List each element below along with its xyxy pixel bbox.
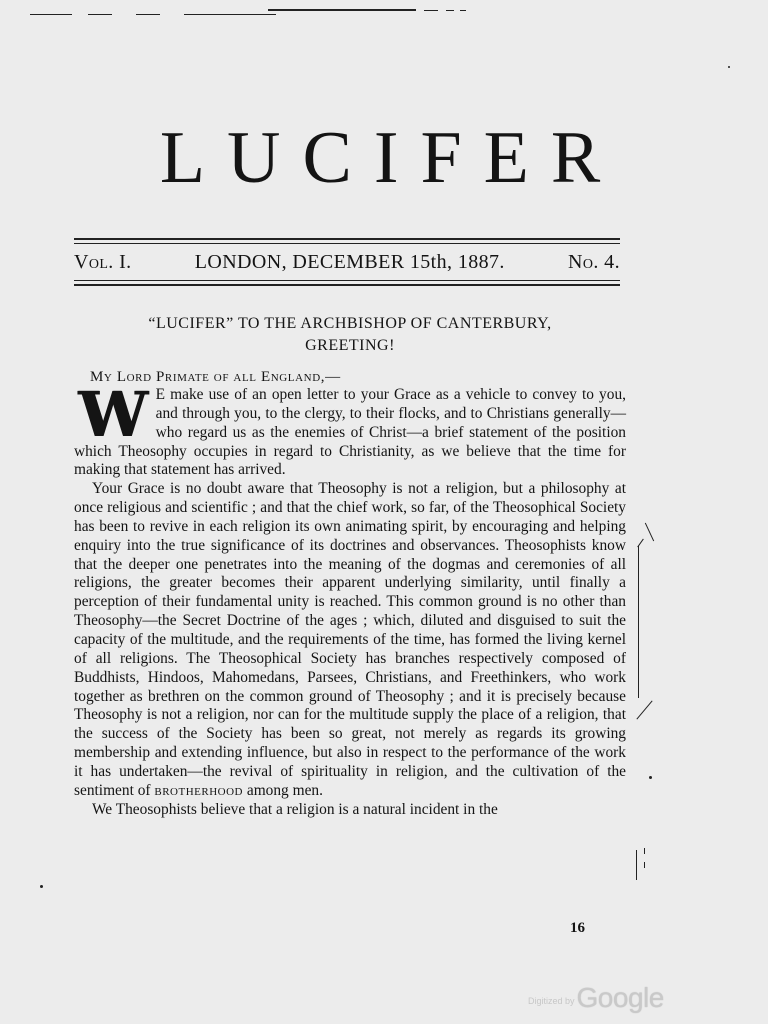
article-body — [74, 378, 626, 819]
paragraph-1 — [74, 378, 626, 480]
heading-line-1: “LUCIFER” TO THE ARCHBISHOP OF CANTERBURY, — [148, 315, 552, 332]
scan-mark — [268, 9, 416, 11]
rule-top-thin — [74, 243, 620, 244]
margin-dot — [728, 66, 730, 68]
margin-mark — [637, 539, 644, 548]
issue-date: LONDON, DECEMBER 15th, 1887. — [194, 251, 505, 273]
issue-line — [74, 250, 620, 274]
digitization-stamp — [528, 982, 664, 1014]
margin-mark — [636, 700, 652, 719]
margin-mark — [638, 546, 639, 698]
margin-dot — [649, 776, 652, 779]
article-heading — [74, 313, 626, 357]
paragraph-3 — [74, 801, 626, 820]
paragraph-2 — [74, 480, 626, 800]
paragraph-2-text-b: among men. — [246, 781, 323, 799]
rule-bottom-thin — [74, 280, 620, 281]
paragraph-1-text: E make use of an open letter to your Grace as a vehicle to convey to you, and through you, to the clergy, to their flocks, and to Christians generally—who regard us as the enemies of Christ—a brief statement of the position which Theosophy occupies in regard to Christianity, as we believe that the time for making that statement has arrived. — [74, 386, 626, 479]
scan-mark — [136, 14, 160, 15]
rule-top-thick — [74, 238, 620, 240]
margin-mark — [644, 848, 645, 854]
salutation: My Lord Primate of all England,— — [90, 369, 341, 385]
brotherhood-word: brotherhood — [154, 781, 243, 799]
margin-mark — [636, 850, 637, 880]
scan-mark — [30, 14, 72, 15]
rule-bottom-thick — [74, 284, 620, 286]
margin-mark — [644, 862, 645, 868]
issue-number: No. 4. — [568, 251, 620, 273]
margin-mark — [645, 523, 654, 542]
margin-dot — [40, 885, 43, 888]
stamp-prefix: Digitized by — [528, 996, 575, 1006]
drop-cap: W — [78, 378, 148, 451]
scan-mark — [424, 10, 438, 11]
paragraph-2-text-a: Your Grace is no doubt aware that Theosophy is not a religion, but a philosophy at once religious and scientific ; and that the chief work, so far, of the Theosophical Society has been to revive in each religion its own animating spirit, by encouraging and helping enquiry into the true significance of its doctrines and observances. Theosophists know that the deeper one penetrates into the meaning of the dogmas and ceremonies of all religions, the greater becomes their apparent underlying similarity, until finally a perception of their fundamental unity is reached. This common ground is no other than Theosophy—the Secret Doctrine of the ages ; which, diluted and disguised to suit the capacity of the multitude, and the requirements of the time, has formed the living kernel of all religions. The Theosophical Society has branches respectively composed of Buddhists, Hindoos, Mahomedans, Parsees, Christians, and Freethinkers, who work together as brethren on the common ground of Theosophy ; and it is precisely because Theosophy is not a religion, nor can for the multitude supply the place of a religion, that the success of the Society has been so great, not merely as regards its growing membership and extending influence, but also in respect to the performance of the work it has undertaken—the revival of spirituality in religion, and the cultivation of the sentiment of — [74, 480, 626, 799]
scan-mark — [184, 14, 276, 15]
paragraph-3-text: We Theosophists believe that a religion is a natural incident in the — [92, 800, 498, 818]
volume-label: Vol. I. — [74, 251, 132, 273]
stamp-brand: Google — [576, 982, 664, 1013]
scan-mark — [460, 10, 466, 11]
heading-line-2: GREETING! — [305, 337, 395, 354]
page-number: 16 — [570, 920, 585, 936]
scan-mark — [446, 10, 454, 11]
masthead-title: LUCIFER — [159, 117, 623, 199]
scan-mark — [88, 14, 112, 15]
